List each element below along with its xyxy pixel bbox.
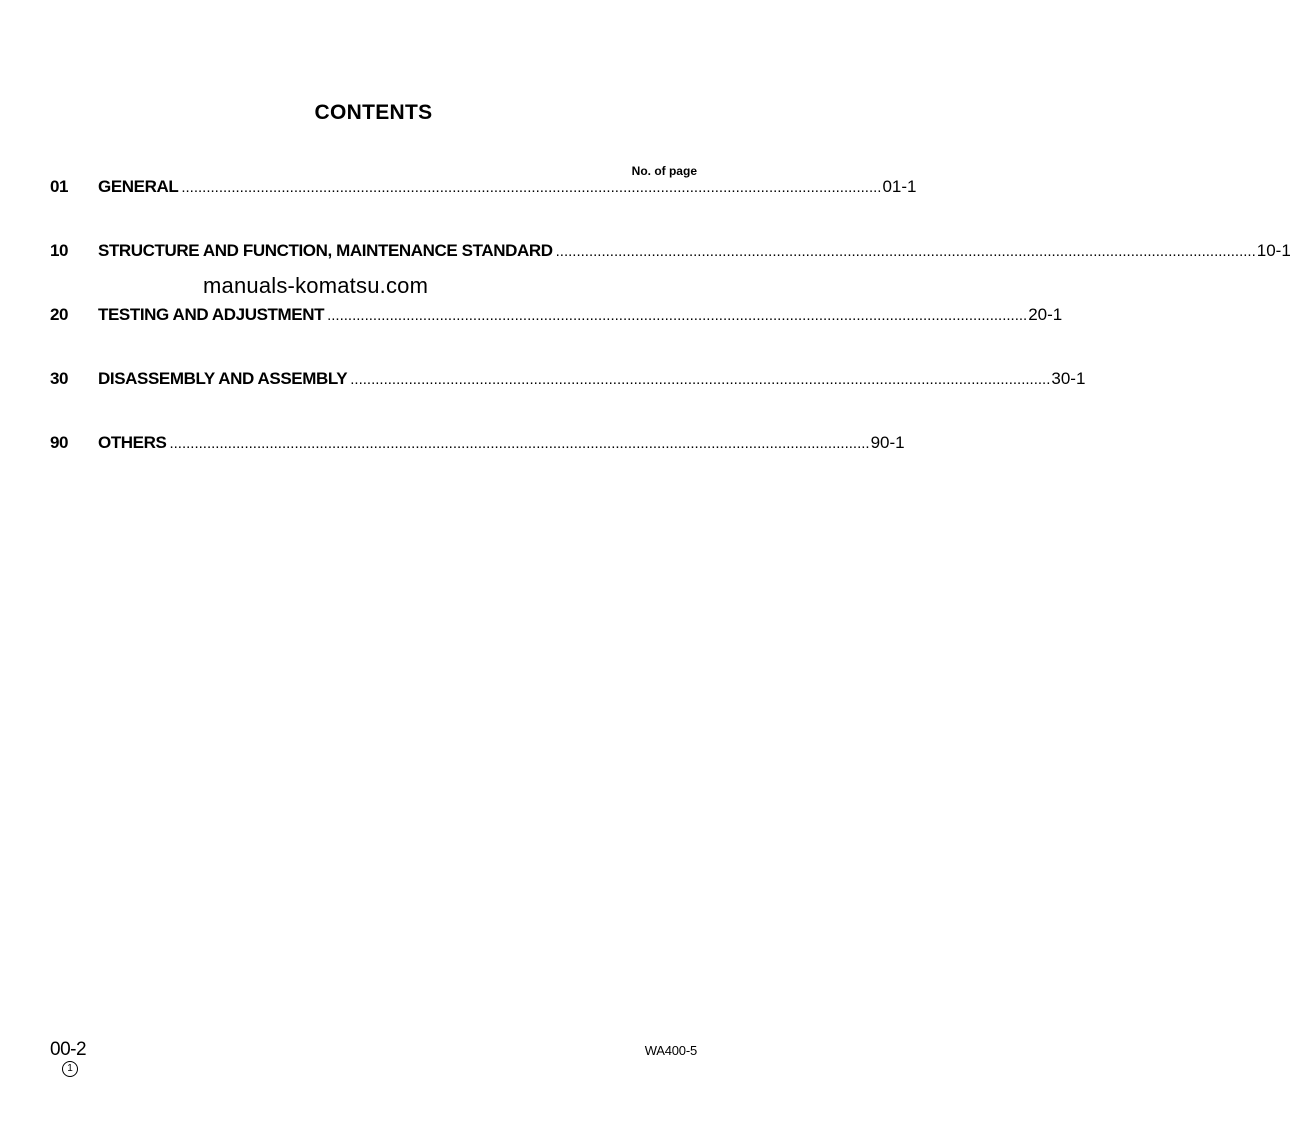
toc-dot-leader: ........................................................................................................................................................................ <box>327 307 1028 324</box>
toc-entry-title: TESTING AND ADJUSTMENT <box>98 305 325 324</box>
toc-entry-page: 01-1 <box>882 177 917 196</box>
watermark-text: manuals-komatsu.com <box>203 273 429 298</box>
toc-entry-page: 90-1 <box>870 433 905 452</box>
toc-entry-title: OTHERS <box>98 433 167 452</box>
toc-entry-general[interactable] <box>50 177 917 201</box>
toc-dot-leader: ........................................................................................................................................................................ <box>555 243 1256 260</box>
footer-page-number: 00-2 <box>50 1039 87 1060</box>
toc-dot-leader: ........................................................................................................................................................................ <box>181 179 882 196</box>
toc-entry-testing-and-adjustment[interactable] <box>50 305 1063 329</box>
toc-entry-structure-and-function[interactable] <box>50 241 1291 265</box>
revision-mark-icon: 1 <box>62 1061 78 1077</box>
toc-entry-title: GENERAL <box>98 177 179 196</box>
column-header-no-of-page: No. of page <box>631 164 697 178</box>
footer-model-code: WA400-5 <box>644 1043 697 1058</box>
toc-entry-number: 90 <box>50 433 69 452</box>
toc-entry-number: 01 <box>50 177 69 196</box>
toc-entry-number: 10 <box>50 241 69 260</box>
toc-entry-title: DISASSEMBLY AND ASSEMBLY <box>98 369 348 388</box>
toc-entry-number: 30 <box>50 369 69 388</box>
toc-entry-others[interactable] <box>50 433 905 457</box>
page-title: CONTENTS <box>314 101 433 124</box>
toc-entry-disassembly-and-assembly[interactable] <box>50 369 1086 393</box>
toc-entry-page: 30-1 <box>1051 369 1086 388</box>
toc-entry-title: STRUCTURE AND FUNCTION, MAINTENANCE STANDARD <box>98 241 553 260</box>
toc-entry-number: 20 <box>50 305 69 324</box>
toc-dot-leader: ........................................................................................................................................................................ <box>350 371 1051 388</box>
toc-dot-leader: ........................................................................................................................................................................ <box>169 435 870 452</box>
toc-entry-page: 20-1 <box>1028 305 1063 324</box>
toc-entry-page: 10-1 <box>1256 241 1291 260</box>
